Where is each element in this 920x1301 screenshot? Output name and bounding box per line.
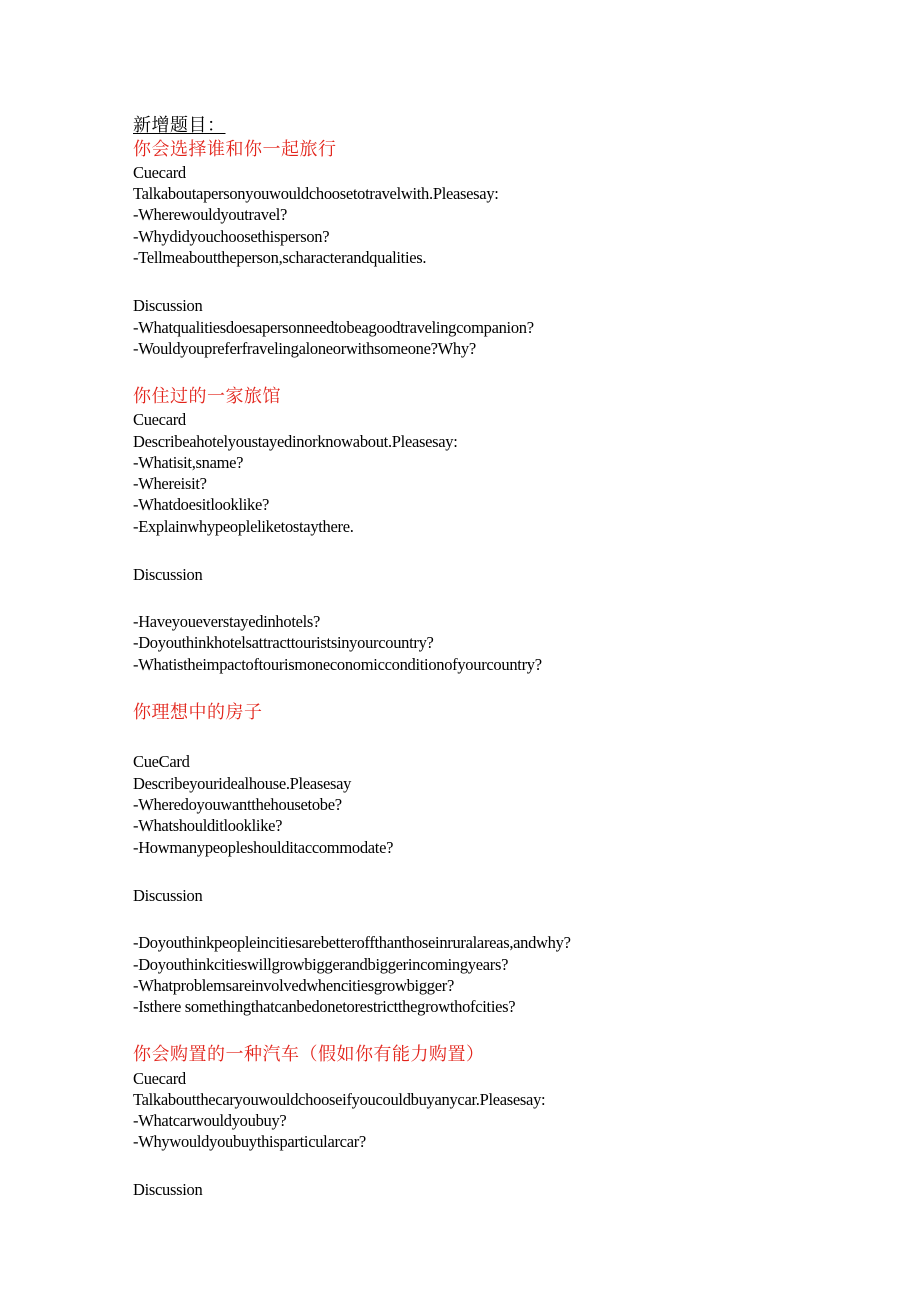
topic-1-prompt: Talkaboutapersonyouwouldchoosetotravelwith.Pleasesay: [133,184,499,203]
topic-1-cue-label: Cuecard [133,163,186,182]
topic-2-bullet-3: -Whatdoesitlooklike? [133,495,270,514]
topic-4-bullet-2: -Whywouldyoubuythisparticularcar? [133,1132,366,1151]
topic-2-discussion-1: -Haveyoueverstayedinhotels? [133,612,321,631]
topic-3-bullet-3: -Howmanypeopleshoulditaccommodate? [133,838,394,857]
topic-3-discussion-3: -Whatproblemsareinvolvedwhencitiesgrowbigger? [133,976,454,995]
topic-3-title: 你理想中的房子 [133,702,263,722]
topic-4-discussion-label: Discussion [133,1180,203,1199]
topic-4-title: 你会购置的一种汽车（假如你有能力购置） [133,1044,485,1064]
topic-3-prompt: Describeyouridealhouse.Pleasesay [133,774,352,793]
topic-2-cue-label: Cuecard [133,410,186,429]
topic-2-discussion-3: -Whatistheimpactoftourismoneconomicconditionofyourcountry? [133,655,542,674]
topic-2-discussion-2: -Doyouthinkhotelsattracttouristsinyourcountry? [133,633,434,652]
topic-1-bullet-1: -Wherewouldyoutravel? [133,205,288,224]
topic-1-title: 你会选择谁和你一起旅行 [133,139,337,159]
topic-3-discussion-1: -Doyouthinkpeopleincitiesarebetteroffthanthoseinruralareas,andwhy? [133,933,571,952]
topic-1-discussion-2: -Wouldyoupreferfravelingaloneorwithsomeone?Why? [133,339,476,358]
topic-4-bullet-1: -Whatcarwouldyoubuy? [133,1111,287,1130]
topic-2-bullet-2: -Whereisit? [133,474,207,493]
topic-2-prompt: Describeahotelyoustayedinorknowabout.Pleasesay: [133,432,458,451]
topic-4-prompt: Talkaboutthecaryouwouldchooseifyoucouldbuyanycar.Pleasesay: [133,1090,546,1109]
topic-3-discussion-4: -Isthere somethingthatcanbedonetorestrictthegrowthofcities? [133,997,516,1016]
topic-1-bullet-3: -Tellmeabouttheperson,scharacterandqualities. [133,248,427,267]
topic-1-bullet-2: -Whydidyouchoosethisperson? [133,227,330,246]
topic-3-discussion-label: Discussion [133,886,203,905]
topic-3-discussion-2: -Doyouthinkcitieswillgrowbiggerandbiggerincomingyears? [133,955,509,974]
topic-1-discussion-label: Discussion [133,296,203,315]
topic-2-bullet-4: -Explainwhypeopleliketostaythere. [133,517,354,536]
topic-3-bullet-1: -Wheredoyouwantthehousetobe? [133,795,342,814]
topic-2-bullet-1: -Whatisit,sname? [133,453,244,472]
topic-4-cue-label: Cuecard [133,1069,186,1088]
header-new-topics: 新增题目： [133,115,226,135]
topic-3-cue-label: CueCard [133,752,190,771]
topic-2-discussion-label: Discussion [133,565,203,584]
topic-3-bullet-2: -Whatshoulditlooklike? [133,816,283,835]
topic-2-title: 你住过的一家旅馆 [133,386,281,406]
topic-1-discussion-1: -Whatqualitiesdoesapersonneedtobeagoodtravelingcompanion? [133,318,534,337]
